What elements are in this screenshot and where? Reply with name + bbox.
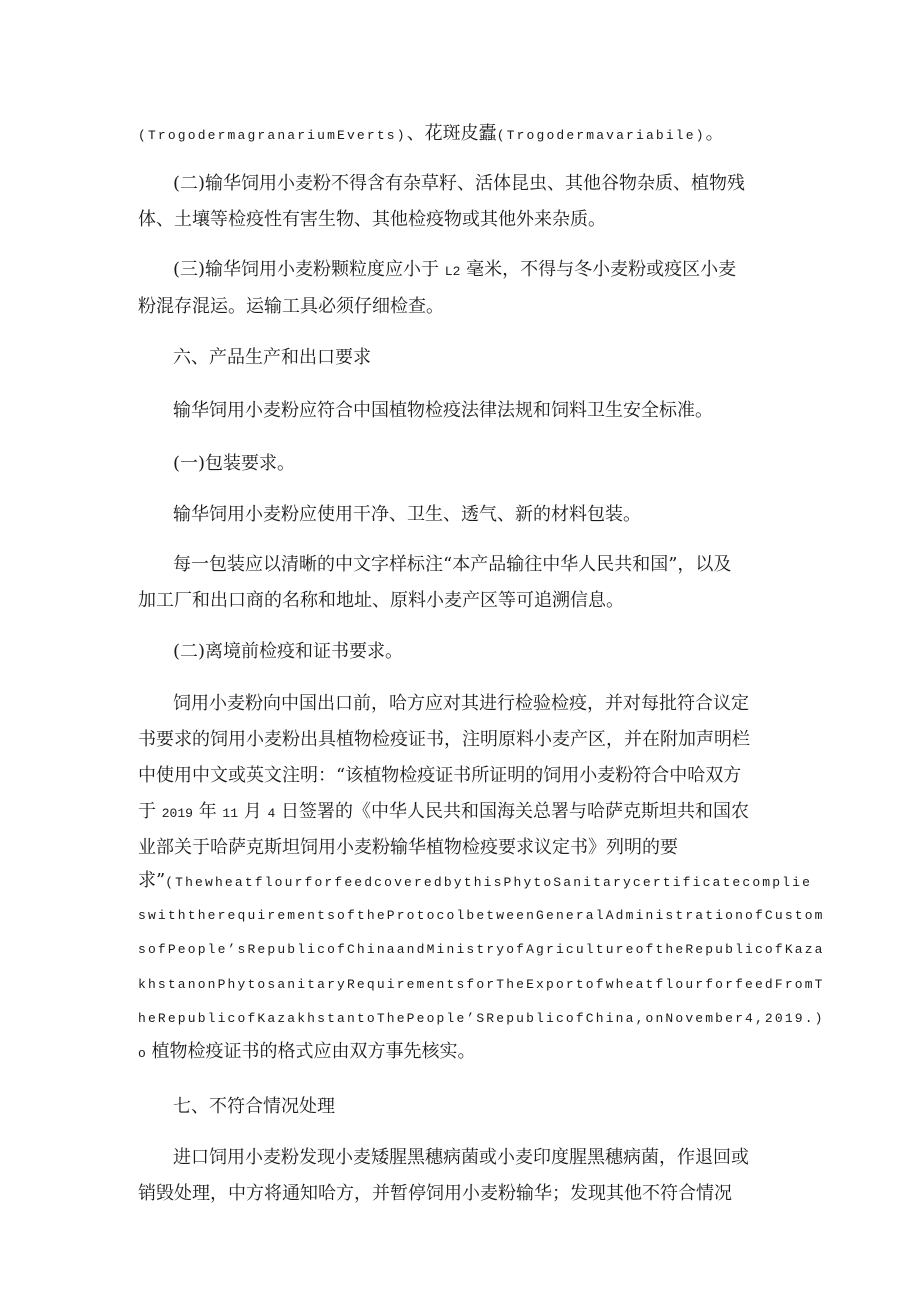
paragraph-line: 进口饲用小麦粉发现小麦矮腥黑穗病菌或小麦印度腥黑穗病菌，作退回或	[173, 1147, 749, 1168]
paragraph-line: (三)输华饲用小麦粉颗粒度应小于 L2 毫米，不得与冬小麦粉或疫区小麦	[173, 259, 737, 280]
paragraph-line: 体、土壤等检疫性有害生物、其他检疫物或其他外来杂质。	[138, 209, 606, 230]
paragraph-line: (TrogodermagranariumEverts)、花斑皮蠹(Trogodermavariabile)。	[138, 123, 724, 144]
paragraph-line: o 植物检疫证书的格式应由双方事先核实。	[138, 1041, 476, 1062]
section-heading: 六、产品生产和出口要求	[173, 347, 371, 368]
section-heading: 七、不符合情况处理	[173, 1096, 335, 1117]
paragraph-line: sofPeople’sRepublicofChinaandMinistryofAgricultureoftheRepublicofKaza	[138, 942, 825, 957]
paragraph-line: 书要求的饲用小麦粉出具植物检疫证书，注明原料小麦产区，并在附加声明栏	[138, 729, 750, 750]
paragraph-line: swiththerequirementsoftheProtocolbetweenGeneralAdministrationofCustom	[138, 908, 825, 923]
paragraph-line: 每一包装应以清晰的中文字样标注“本产品输往中华人民共和国”，以及	[173, 554, 732, 575]
paragraph-line: 粉混存混运。运输工具必须仔细检查。	[138, 296, 444, 317]
paragraph-line: 业部关于哈萨克斯坦饲用小麦粉输华植物检疫要求议定书》列明的要	[138, 837, 678, 858]
paragraph-line: 输华饲用小麦粉应符合中国植物检疫法律法规和饲料卫生安全标准。	[173, 400, 713, 421]
paragraph-line: (二)输华饲用小麦粉不得含有杂草籽、活体昆虫、其他谷物杂质、植物残	[173, 173, 746, 194]
subsection-heading: (一)包装要求。	[173, 453, 296, 474]
paragraph-line: 饲用小麦粉向中国出口前，哈方应对其进行检验检疫，并对每批符合议定	[173, 693, 749, 714]
paragraph-line: 加工厂和出口商的名称和地址、原料小麦产区等可追溯信息。	[138, 590, 624, 611]
paragraph-line: 中使用中文或英文注明：“该植物检疫证书所证明的饲用小麦粉符合中哈双方	[138, 765, 742, 786]
paragraph-line: 输华饲用小麦粉应使用干净、卫生、透气、新的材料包装。	[173, 504, 641, 525]
subsection-heading: (二)离境前检疫和证书要求。	[173, 641, 404, 662]
paragraph-line: 销毁处理，中方将通知哈方，并暂停饲用小麦粉输华；发现其他不符合情况	[138, 1183, 732, 1204]
paragraph-line: khstanonPhytosanitaryRequirementsforTheExportofwheatflourforfeedFromT	[138, 977, 825, 992]
paragraph-line: heRepublicofKazakhstantoThePeople’SRepublicofChina,onNovember4,2019.)	[138, 1011, 825, 1026]
paragraph-line: 求”(ThewheatflourforfeedcoveredbythisPhytoSanitarycertificatecomplie	[138, 870, 813, 891]
paragraph-line: 于 2019 年 11 月 4 日签署的《中华人民共和国海关总署与哈萨克斯坦共和国农	[138, 801, 750, 822]
